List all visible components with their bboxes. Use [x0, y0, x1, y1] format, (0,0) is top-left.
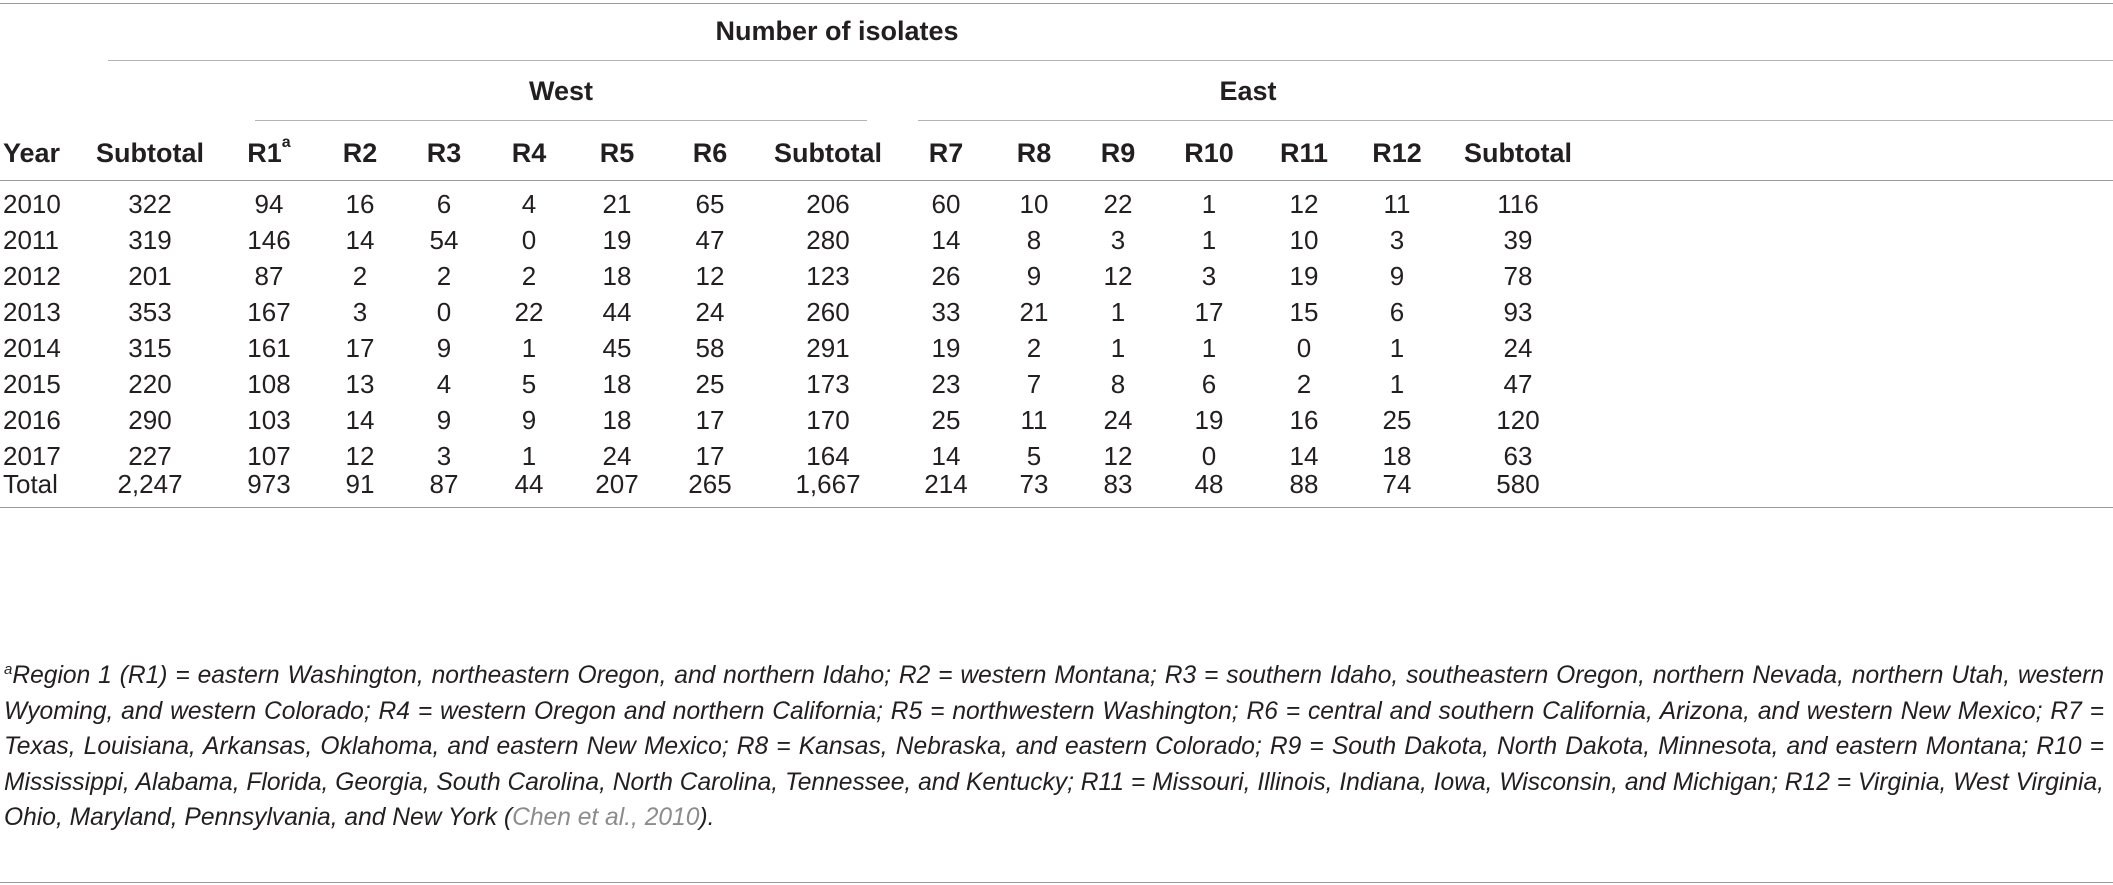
table-cell: 22 — [514, 297, 544, 327]
table-cell: 26 — [931, 261, 961, 291]
table-cell: 8 — [1026, 225, 1042, 255]
row-label: 2017 — [3, 441, 61, 471]
table-cell: 87 — [254, 261, 284, 291]
table-cell: 78 — [1503, 261, 1533, 291]
table-cell: 12 — [1103, 441, 1133, 471]
table-cell: 3 — [1110, 225, 1126, 255]
table-cell: 54 — [429, 225, 459, 255]
table-cell: 3 — [1389, 225, 1405, 255]
table-cell: 322 — [128, 189, 172, 219]
table-cell: 9 — [1389, 261, 1405, 291]
row-label: 2011 — [3, 225, 59, 255]
table-cell: 0 — [521, 225, 537, 255]
header-bottom-rule — [0, 180, 2113, 181]
footnote-bottom-rule — [0, 882, 2113, 883]
table-cell: 44 — [602, 297, 632, 327]
table-cell: 227 — [128, 441, 172, 471]
table-cell: 2,247 — [117, 469, 183, 499]
top-rule — [0, 3, 2113, 4]
table-cell: 6 — [1201, 369, 1217, 399]
table-cell: 15 — [1289, 297, 1319, 327]
row-label: Total — [3, 469, 58, 499]
table-cell: 2 — [521, 261, 537, 291]
table-cell: 17 — [345, 333, 375, 363]
col-header-r11: R11 — [1279, 138, 1329, 168]
table-cell: 2 — [1296, 369, 1312, 399]
table-cell: 173 — [806, 369, 850, 399]
table-cell: 63 — [1503, 441, 1533, 471]
table-cell: 146 — [247, 225, 291, 255]
table-cell: 9 — [436, 405, 452, 435]
table-cell: 170 — [806, 405, 850, 435]
table-cell: 353 — [128, 297, 172, 327]
col-header-r8: R8 — [1016, 138, 1052, 168]
table-cell: 161 — [247, 333, 291, 363]
table-cell: 1 — [1389, 333, 1405, 363]
table-cell: 1 — [521, 441, 537, 471]
table-cell: 260 — [806, 297, 850, 327]
row-label: 2015 — [3, 369, 61, 399]
east-header: East — [1219, 76, 1277, 106]
table-cell: 2 — [1026, 333, 1042, 363]
table-cell: 24 — [602, 441, 632, 471]
footnote-citation-link[interactable]: Chen et al., 2010 — [512, 804, 700, 831]
table-cell: 74 — [1382, 469, 1412, 499]
table-cell: 45 — [602, 333, 632, 363]
isolates-rule — [108, 60, 2113, 61]
footnote-end: ). — [699, 804, 715, 831]
table-cell: 4 — [521, 189, 537, 219]
table-cell: 22 — [1103, 189, 1133, 219]
table-cell: 25 — [695, 369, 725, 399]
table-cell: 0 — [1201, 441, 1217, 471]
table-cell: 1 — [521, 333, 537, 363]
table-cell: 1 — [1201, 333, 1217, 363]
col-header-r7: R7 — [928, 138, 964, 168]
table-cell: 58 — [695, 333, 725, 363]
table-cell: 2 — [436, 261, 452, 291]
table-footnote — [4, 658, 2104, 836]
west-header: West — [528, 76, 594, 106]
table-cell: 16 — [345, 189, 375, 219]
table-cell: 18 — [602, 405, 632, 435]
table-cell: 207 — [595, 469, 639, 499]
table-cell: 290 — [128, 405, 172, 435]
table-cell: 3 — [352, 297, 368, 327]
table-cell: 319 — [128, 225, 172, 255]
table-cell: 10 — [1289, 225, 1319, 255]
table-cell: 10 — [1019, 189, 1049, 219]
col-header-r3: R3 — [426, 138, 462, 168]
table-cell: 23 — [931, 369, 961, 399]
table-cell: 116 — [1497, 189, 1539, 219]
col-header-r2: R2 — [342, 138, 378, 168]
table-cell: 21 — [1019, 297, 1049, 327]
table-cell: 73 — [1019, 469, 1049, 499]
col-header-east-subtotal: Subtotal — [1464, 138, 1572, 168]
r1-footnote-marker: a — [281, 134, 291, 151]
table-cell: 3 — [1201, 261, 1217, 291]
table-cell: 11 — [1020, 405, 1048, 435]
table-cell: 1 — [1110, 333, 1126, 363]
table-cell: 12 — [1289, 189, 1319, 219]
table-cell: 25 — [1382, 405, 1412, 435]
west-rule — [255, 120, 867, 121]
table-cell: 2 — [352, 261, 368, 291]
table-cell: 107 — [247, 441, 291, 471]
col-header-west-subtotal: Subtotal — [774, 138, 882, 168]
col-header-r9: R9 — [1100, 138, 1136, 168]
table-cell: 5 — [521, 369, 537, 399]
table-cell: 19 — [602, 225, 632, 255]
col-header-year: Year — [3, 138, 61, 168]
table-cell: 8 — [1110, 369, 1126, 399]
table-cell: 9 — [521, 405, 537, 435]
table-cell: 164 — [806, 441, 850, 471]
table-cell: 14 — [931, 225, 961, 255]
table-cell: 9 — [436, 333, 452, 363]
table-cell: 21 — [602, 189, 632, 219]
table-cell: 167 — [247, 297, 291, 327]
table-cell: 291 — [806, 333, 850, 363]
table-cell: 220 — [128, 369, 172, 399]
table-cell: 1 — [1201, 225, 1217, 255]
row-label: 2010 — [3, 189, 61, 219]
table-cell: 94 — [254, 189, 284, 219]
table-cell: 7 — [1026, 369, 1042, 399]
col-header-r5: R5 — [599, 138, 635, 168]
table-cell: 18 — [1382, 441, 1412, 471]
table-cell: 6 — [1389, 297, 1405, 327]
table-cell: 1,667 — [795, 469, 861, 499]
table-cell: 6 — [436, 189, 452, 219]
table-cell: 88 — [1289, 469, 1319, 499]
table-cell: 214 — [924, 469, 968, 499]
table-cell: 3 — [436, 441, 452, 471]
table-cell: 16 — [1289, 405, 1319, 435]
table-cell: 17 — [695, 441, 725, 471]
table-bottom-rule — [0, 507, 2113, 508]
col-header-r10: R10 — [1184, 138, 1234, 168]
table-cell: 93 — [1503, 297, 1533, 327]
table-cell: 87 — [429, 469, 459, 499]
col-header-r1: R1$^a$ — [247, 134, 291, 168]
row-label: 2012 — [3, 261, 61, 291]
table-cell: 18 — [602, 261, 632, 291]
table-cell: 4 — [436, 369, 452, 399]
table-cell: 580 — [1496, 469, 1540, 499]
table-cell: 60 — [931, 189, 961, 219]
table-cell: 14 — [931, 441, 961, 471]
table-cell: 19 — [1289, 261, 1319, 291]
row-label: 2013 — [3, 297, 61, 327]
table-cell: 1 — [1110, 297, 1126, 327]
table-cell: 14 — [345, 225, 375, 255]
table-cell: 5 — [1026, 441, 1042, 471]
table-cell: 123 — [806, 261, 850, 291]
table-cell: 25 — [931, 405, 961, 435]
table-cell: 12 — [345, 441, 375, 471]
table-cell: 39 — [1503, 225, 1533, 255]
footnote-marker: a — [4, 660, 13, 678]
table-cell: 24 — [695, 297, 725, 327]
table-cell: 315 — [128, 333, 172, 363]
table-cell: 48 — [1194, 469, 1224, 499]
table-cell: 11 — [1383, 189, 1411, 219]
table-cell: 18 — [602, 369, 632, 399]
table-cell: 47 — [1503, 369, 1533, 399]
table-cell: 24 — [1103, 405, 1133, 435]
east-rule — [918, 120, 2113, 121]
table-cell: 973 — [247, 469, 291, 499]
table-cell: 17 — [695, 405, 725, 435]
table-cell: 201 — [128, 261, 172, 291]
col-header-subtotal: Subtotal — [96, 138, 204, 168]
table-cell: 44 — [514, 469, 544, 499]
isolates-header: Number of isolates — [715, 16, 959, 46]
table-cell: 1 — [1389, 369, 1405, 399]
table-cell: 280 — [806, 225, 850, 255]
table-cell: 206 — [806, 189, 850, 219]
table-cell: 83 — [1103, 469, 1133, 499]
table-cell: 33 — [931, 297, 961, 327]
table-cell: 91 — [345, 469, 375, 499]
table-cell: 12 — [1103, 261, 1133, 291]
table-cell: 13 — [345, 369, 375, 399]
col-header-r6: R6 — [692, 138, 728, 168]
table-cell: 14 — [1289, 441, 1319, 471]
table-cell: 9 — [1026, 261, 1042, 291]
col-header-r12: R12 — [1372, 138, 1422, 168]
table-cell: 12 — [695, 261, 725, 291]
table-cell: 265 — [688, 469, 732, 499]
table-cell: 120 — [1496, 405, 1540, 435]
col-header-r4: R4 — [511, 138, 547, 168]
table-cell: 24 — [1503, 333, 1533, 363]
table-cell: 47 — [695, 225, 725, 255]
row-label: 2014 — [3, 333, 61, 363]
row-label: 2016 — [3, 405, 61, 435]
table-cell: 103 — [247, 405, 291, 435]
table-cell: 108 — [247, 369, 291, 399]
table-cell: 65 — [695, 189, 725, 219]
table-cell: 0 — [436, 297, 452, 327]
table-cell: 19 — [1194, 405, 1224, 435]
table-cell: 17 — [1194, 297, 1224, 327]
table-cell: 19 — [931, 333, 961, 363]
table-cell: 14 — [345, 405, 375, 435]
footnote-text: Region 1 (R1) = eastern Washington, northeastern Oregon, and northern Idaho; R2 = western Montana; R3 = southern Idaho, southeastern Oregon, northern Nevada, northern Utah, western Wyoming, and western Colorado; R4 = western Oregon and northern California; R5 = northwestern Washington; R6 = central and southern California, Arizona, and western New Mexico; R7 = Texas, Louisiana, Arkansas, Oklahoma, and eastern New Mexico; R8 = Kansas, Nebraska, and eastern Colorado; R9 = South Dakota, North Dakota, Minnesota, and eastern Montana; R10 = Mississippi, Alabama, Florida, Georgia, South Carolina, North Carolina, Tennessee, and Kentucky; R11 = Missouri, Illinois, Indiana, Iowa, Wisconsin, and Michigan; R12 = Virginia, West Virginia, Ohio, Maryland, Pennsylvania, and New York ( — [4, 662, 2104, 831]
table-cell: 0 — [1296, 333, 1312, 363]
table-cell: 1 — [1201, 189, 1217, 219]
